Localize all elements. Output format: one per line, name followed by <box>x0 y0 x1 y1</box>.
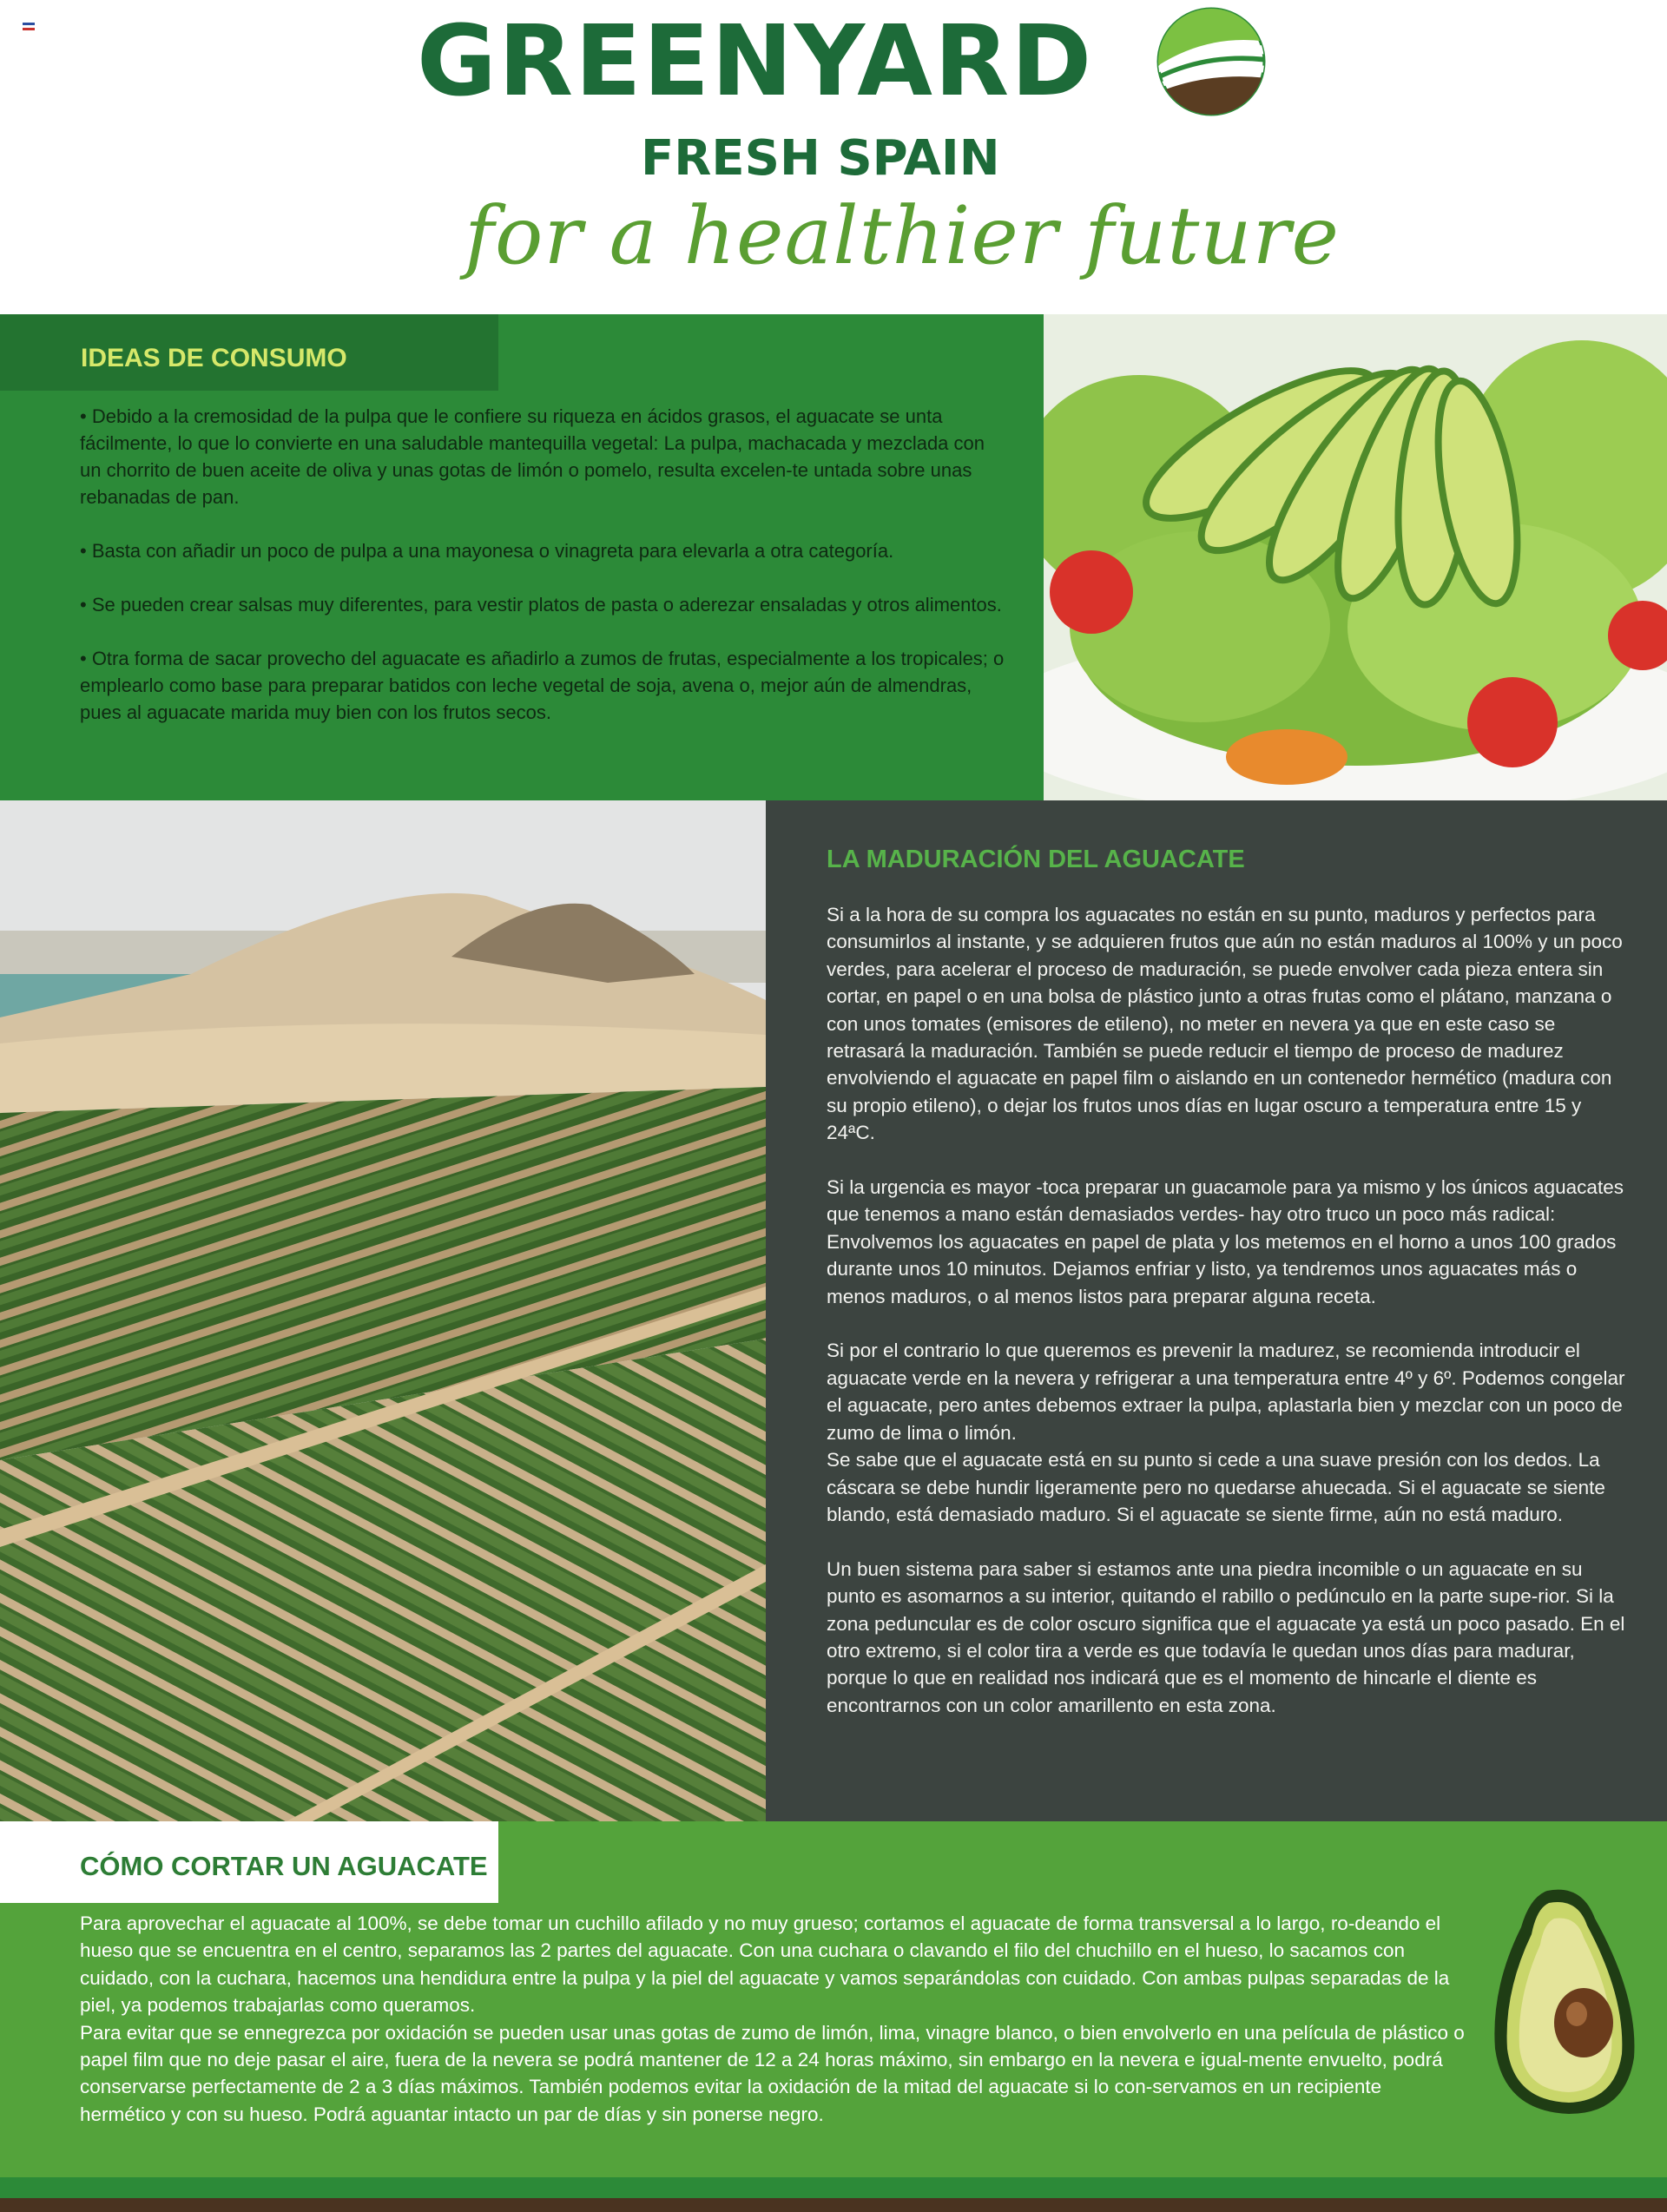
list-item: • Basta con añadir un poco de pulpa a una mayonesa o vinagreta para elevarla a otra categoría. <box>80 540 894 562</box>
paragraph: Si por el contrario lo que queremos es prevenir la madurez, se recomienda introducir el aguacate verde en la nevera y refrigerar a una temperatura entre 4º y 6º. Podemos congelar el aguacate, pero antes debemos extraer la pulpa, aplastarla bien y mezclar con un poco de zumo de lima o limón. <box>827 1340 1625 1444</box>
avocado-salad-image <box>1044 314 1667 800</box>
list-item: • Debido a la cremosidad de la pulpa que le confiere su riqueza en ácidos grasos, el aguacate se unta fácilmente, lo que lo convierte en una saludable mantequilla vegetal: La pulpa, machacada y mezclada con un chorrito de buen aceite de oliva y unas gotas de limón o pomelo, resulta excelen-te untada sobre unas rebanadas de pan. <box>80 405 985 508</box>
greenyard-logo-icon <box>1155 7 1268 116</box>
cortar-heading: CÓMO CORTAR UN AGUACATE <box>80 1851 488 1881</box>
paragraph: Si a la hora de su compra los aguacates no están en su punto, maduros y perfectos para consumirlos al instante, y se adquieren frutos que aún no están maduros al 100% y un poco verdes, para acelerar el proceso de maduración, se puede envolver cada pieza entera sin cortar, en papel o en una bolsa de plástico junto a otras frutas como el plátano, manzana o con unos tomates (emisores de etileno), no meter en nevera ya que en este caso se retrasará la maduración. También se puede reducir el tiempo de proceso de madurez envolviendo el aguacate en papel film o aislando en un contenedor hermético (madura con su propio etileno), o dejar los frutos unos días en lugar oscuro a temperatura entre 15 y 24ªC. <box>827 904 1623 1144</box>
cortar-section <box>0 1821 1667 2177</box>
cortar-text <box>80 1910 1469 2128</box>
paragraph: Para evitar que se ennegrezca por oxidación se pueden usar unas gotas de zumo de limón, lima, vinagre blanco, o bien envolverlo en una película de plástico o papel film que no deje pasar el aire, fuera de la nevera se podrá mantener de 12 a 24 horas máximo, sin embargo en la nevera e igual-mente envuelto, podrá conservarse perfectamente de 2 a 3 días máximos. También podemos evitar la oxidación de la mitad del aguacate si lo con-servamos en un recipiente hermético y con su hueso. Podrá aguantar intacto un par de días y sin ponerse negro. <box>80 2021 1465 2125</box>
avocado-half-icon <box>1486 1884 1643 2118</box>
paragraph: Si la urgencia es mayor -toca preparar un guacamole para ya mismo y los únicos aguacates que tenemos a mano están demasiados verdes- hay otro truco un poco más radical: Envolvemos los aguacates en papel de plata y los metemos en el horno a unos 100 grados durante unos 10 minutos. Dejamos enfriar y listo, ya tendremos unos aguacates más o menos maduros, o al menos listos para preparar alguna receta. <box>827 1176 1624 1307</box>
footer-green-bar <box>0 2177 1667 2198</box>
tagline: for a healthier future <box>465 189 1340 282</box>
footer-brown-bar <box>0 2198 1667 2212</box>
paragraph: Para aprovechar el aguacate al 100%, se debe tomar un cuchillo afilado y no muy grueso; cortamos el aguacate de forma transversal a lo largo, ro-deando el hueso que se encuentra en el centro, separamos las 2 partes del aguacate. Con una cuchara o clavando el filo del chuchillo en el hueso, lo sacamos con cuidado, con la cuchara, hacemos una hendidura entre la pulpa y la piel del aguacate y vamos separándolas con cuidado. Con ambas pulpas separadas de la piel, ya podemos trabajarlas como queramos. <box>80 1912 1450 2017</box>
ideas-list <box>80 403 1009 753</box>
maduracion-section <box>766 800 1667 1821</box>
brand-wordmark: GREENYARD <box>417 5 1094 118</box>
list-item: • Se pueden crear salsas muy diferentes, para vestir platos de pasta o aderezar ensaladas y otros alimentos. <box>80 594 1002 616</box>
paragraph: Un buen sistema para saber si estamos ante una piedra incomible o un aguacate en su punto es asomarnos a su interior, quitando el rabillo o pedúnculo en la parte supe-rior. Si la zona peduncular es de color oscuro significa que el aguacate ya está un poco pasado. En el otro extremo, si el color tira a verde es que todavía le quedan unos días para madurar, porque lo que en realidad nos indicará que es el momento de hincarle el diente es encontrarnos con un color amarillento en esta zona. <box>827 1557 1625 1716</box>
ideas-section <box>0 314 1044 800</box>
maduracion-heading: LA MADURACIÓN DEL AGUACATE <box>827 846 1245 873</box>
list-item: • Otra forma de sacar provecho del aguacate es añadirlo a zumos de frutas, especialmente a los tropicales; o emplearlo como base para preparar batidos con leche vegetal de soja, avena o, mejor aún de almendras, pues al aguacate marida muy bien con los frutos secos. <box>80 648 1005 723</box>
language-flag-icon[interactable] <box>23 23 35 31</box>
subtitle: FRESH SPAIN <box>641 130 1000 187</box>
paragraph: Se sabe que el aguacate está en su punto si cede a una suave presión con los dedos. La cáscara se debe hundir ligeramente pero no quedarse ahuecada. Si el aguacate se siente blando, está demasiado maduro. Si el aguacate se siente firme, aún no está maduro. <box>827 1449 1605 1525</box>
cortar-heading-box <box>0 1821 498 1903</box>
ideas-heading-box <box>0 314 498 391</box>
maduracion-text <box>827 901 1634 1747</box>
ideas-heading: IDEAS DE CONSUMO <box>81 344 347 372</box>
avocado-orchard-image <box>0 800 766 1821</box>
